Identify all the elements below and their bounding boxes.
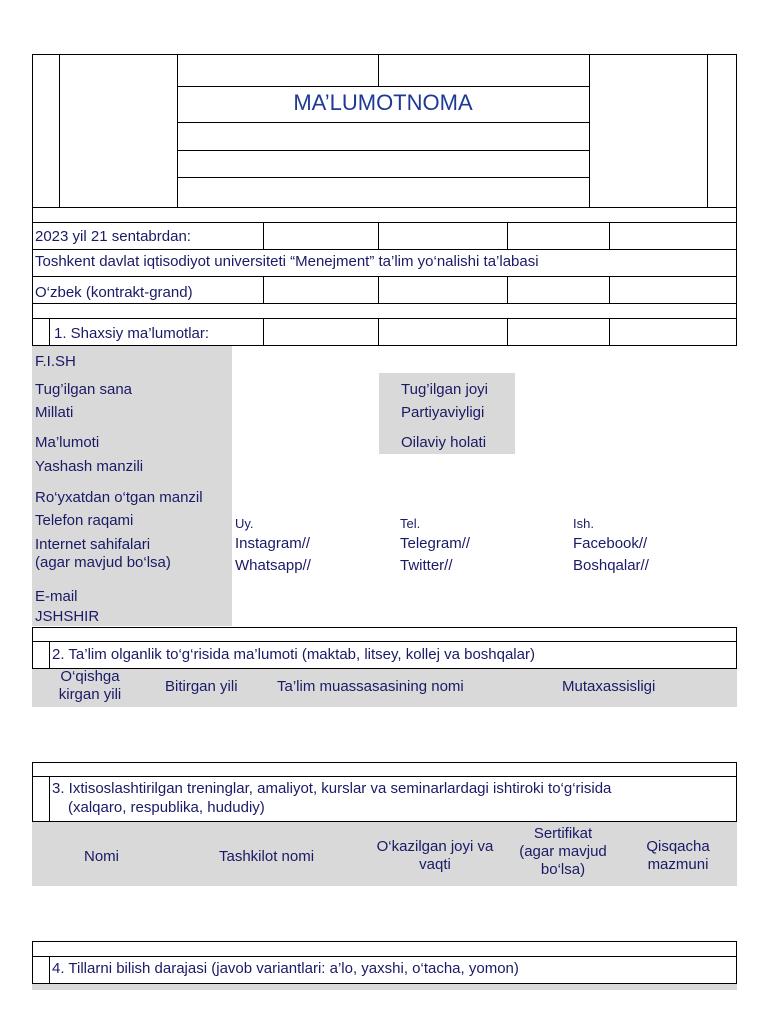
col-summary-line2: mazmuni	[647, 856, 709, 873]
col-grad-year: Bitirgan yili	[165, 678, 238, 695]
instagram-label: Instagram//	[235, 535, 311, 552]
header-rule	[177, 122, 589, 123]
row-divider	[507, 318, 508, 346]
spacer-row	[32, 941, 737, 957]
spacer-row	[32, 762, 737, 777]
whatsapp-label: Whatsapp//	[235, 557, 311, 574]
section2-title: 2. Ta’lim olganlik to‘g‘risida ma’lumoti (maktab, litsey, kollej va boshqalar)	[52, 646, 535, 663]
row-divider	[507, 222, 508, 250]
col-place-line2: vaqti	[419, 856, 451, 873]
spacer-row	[32, 207, 737, 223]
col-institution: Ta’lim muassasasining nomi	[277, 678, 464, 695]
header-divider	[378, 54, 379, 86]
col-certificate	[508, 825, 618, 879]
header-divider	[589, 54, 590, 208]
col-summary-line1: Qisqacha	[646, 838, 710, 855]
label-email: E-mail	[35, 588, 78, 605]
label-fish: F.I.SH	[35, 353, 76, 370]
phone-work-label: Ish.	[573, 516, 594, 531]
label-birth-place: Tug’ilgan joyi	[401, 381, 488, 398]
header-rule	[177, 150, 589, 151]
row-divider	[609, 222, 610, 250]
phone-tel-label: Tel.	[400, 516, 421, 531]
row-divider	[263, 318, 264, 346]
col-summary	[628, 838, 728, 874]
col-entry-year-line2: kirgan yili	[58, 686, 122, 703]
facebook-label: Facebook//	[573, 535, 648, 552]
col-cert-line3: bo‘lsa)	[540, 861, 586, 878]
label-registered-address: Ro‘yxatdan o‘tgan manzil	[35, 489, 203, 506]
twitter-label: Twitter//	[400, 557, 453, 574]
section4-title: 4. Tillarni bilish darajasi (javob variantlari: a’lo, yaxshi, o‘tacha, yomon)	[52, 960, 519, 977]
label-party: Partiyaviyligi	[401, 404, 485, 421]
col-cert-line1: Sertifikat	[533, 825, 593, 842]
section4-columns-bg	[32, 984, 737, 990]
header-divider	[177, 54, 178, 208]
spacer-row	[32, 303, 737, 319]
header-divider	[59, 54, 60, 208]
col-specialty: Mutaxassisligi	[562, 678, 656, 695]
col-place	[365, 838, 505, 874]
label-address: Yashash manzili	[35, 458, 144, 475]
row-divider	[609, 276, 610, 304]
col-org: Tashkilot nomi	[219, 848, 315, 865]
label-jshshir: JSHSHIR	[35, 608, 100, 625]
label-marital: Oilaviy holati	[401, 434, 487, 451]
row-divider	[378, 222, 379, 250]
header-rule	[177, 86, 589, 87]
nationality-line: O‘zbek (kontrakt-grand)	[35, 284, 193, 301]
row-divider	[609, 318, 610, 346]
row-divider	[263, 276, 264, 304]
telegram-label: Telegram//	[400, 535, 471, 552]
col-entry-year-line1: O‘qishga	[60, 668, 120, 685]
row-divider	[49, 956, 50, 984]
study-line: Toshkent davlat iqtisodiyot universiteti “Menejment” ta’lim yo‘nalishi ta’labasi	[35, 253, 539, 270]
row-divider	[49, 641, 50, 669]
label-phone: Telefon raqami	[35, 512, 134, 529]
label-birth-date: Tug’ilgan sana	[35, 381, 133, 398]
label-education: Ma’lumoti	[35, 434, 100, 451]
row-divider	[507, 276, 508, 304]
col-entry-year	[40, 668, 140, 704]
label-nationality: Millati	[35, 404, 74, 421]
col-place-line1: O‘kazilgan joyi va	[376, 838, 494, 855]
spacer-row	[32, 627, 737, 642]
col-cert-line2: (agar mavjud	[519, 843, 607, 860]
other-socials-label: Boshqalar//	[573, 557, 649, 574]
header-table	[32, 54, 737, 208]
row-divider	[378, 276, 379, 304]
label-internet: Internet sahifalari	[35, 536, 151, 553]
section3-subtitle: (xalqaro, respublika, hududiy)	[68, 799, 265, 816]
row-divider	[263, 222, 264, 250]
row-divider	[49, 318, 50, 346]
row-divider	[49, 776, 50, 822]
page-title: MA’LUMOTNOMA	[293, 90, 473, 115]
label-internet-note: (agar mavjud bo‘lsa)	[35, 554, 171, 571]
header-divider	[707, 54, 708, 208]
section3-title: 3. Ixtisoslashtirilgan treninglar, amaliyot, kurslar va seminarlardagi ishtiroki to‘g‘risida	[52, 780, 612, 797]
col-name: Nomi	[84, 848, 120, 865]
header-rule	[177, 177, 589, 178]
row-divider	[378, 318, 379, 346]
phone-home-label: Uy.	[235, 516, 254, 531]
date-line: 2023 yil 21 sentabrdan:	[35, 228, 191, 245]
section1-title: 1. Shaxsiy ma’lumotlar:	[54, 325, 210, 342]
